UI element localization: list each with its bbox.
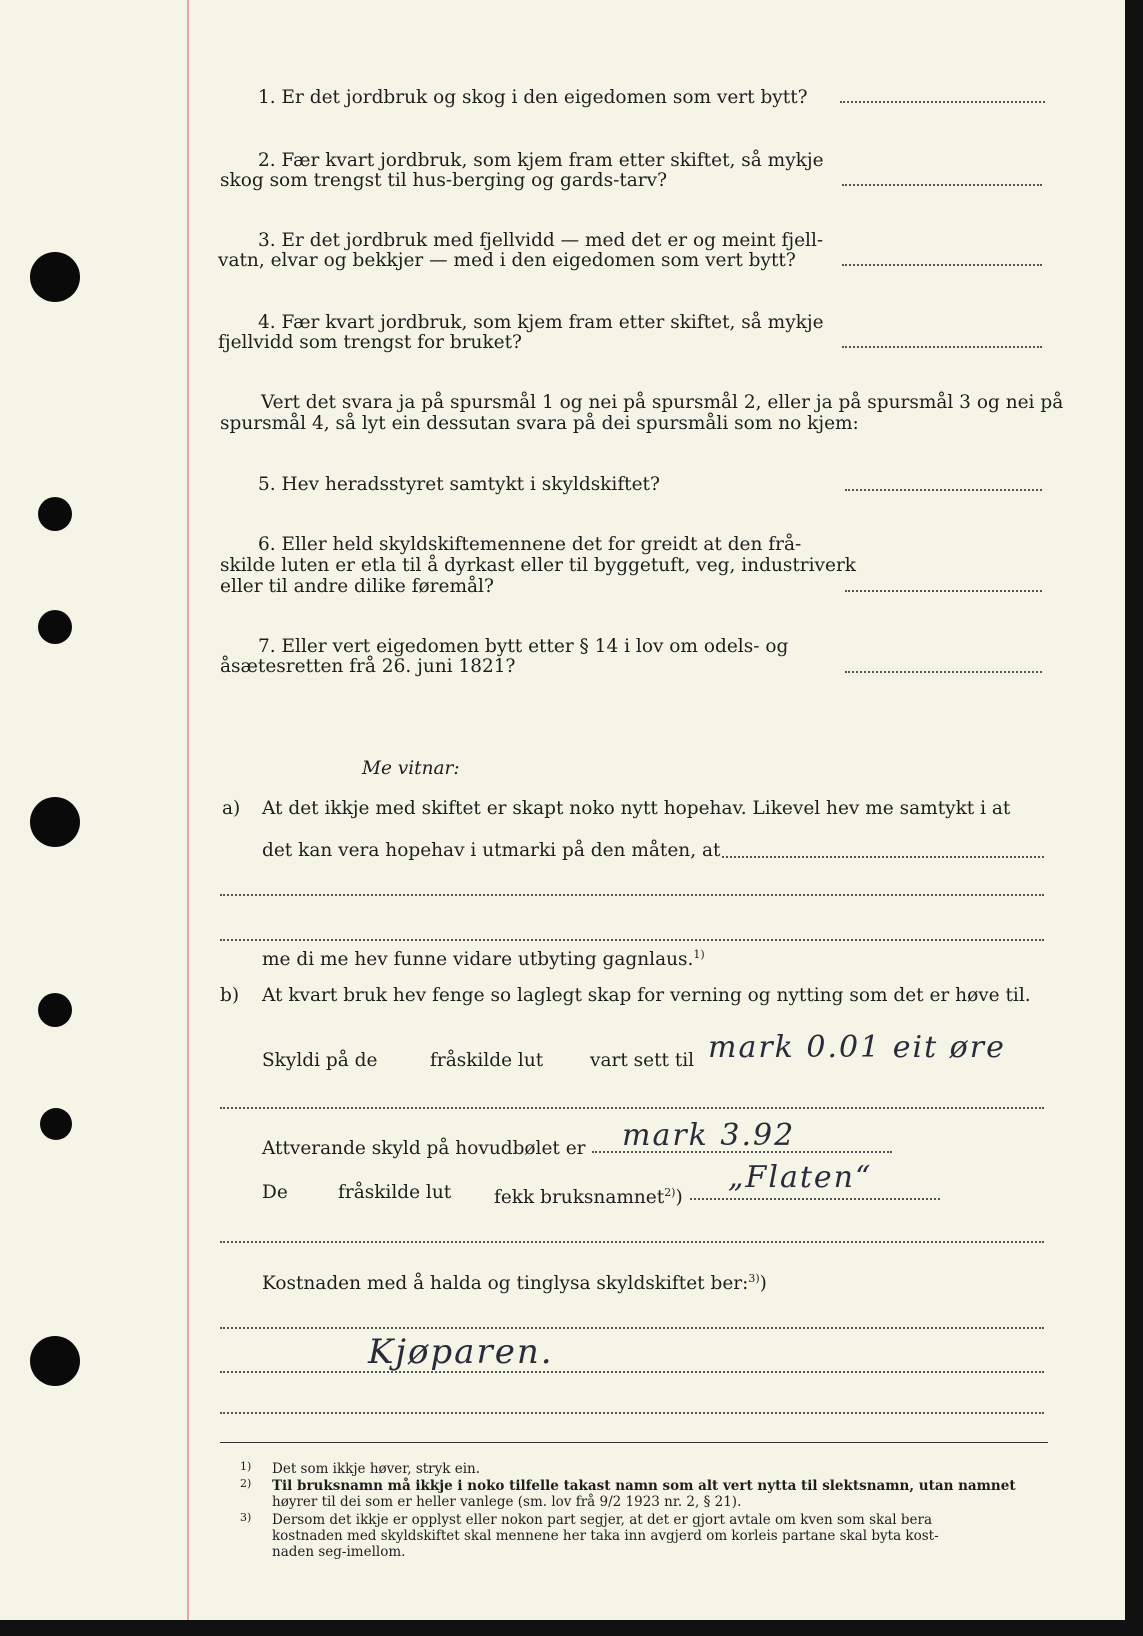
footnote-2-line-2: høyrer til dei som er heller vanlege (sm. lov frå 9/2 1923 nr. 2, § 21). (272, 1494, 742, 1510)
question-2-line-1: 2. Fær kvart jordbruk, som kjem fram etter skiftet, så mykje (258, 150, 824, 171)
question-3-line-1: 3. Er det jordbruk med fjellvidd — med det er og meint fjell- (258, 230, 824, 251)
bruksnamn-fill-line-2[interactable] (220, 1241, 1044, 1243)
answer-line-5[interactable] (845, 489, 1042, 491)
answer-line-3[interactable] (842, 264, 1042, 266)
kostnad-fill-line-3[interactable] (220, 1412, 1044, 1414)
bruksnamn-value-handwritten: „Flaten“ (728, 1160, 873, 1195)
scan-edge-bottom (0, 1620, 1143, 1636)
binder-hole (30, 252, 80, 302)
witness-a-line-3 (262, 944, 705, 971)
skyld-value-handwritten: mark 0.01 eit øre (708, 1030, 1006, 1065)
witness-a-fill-line-2[interactable] (220, 894, 1044, 896)
answer-line-2[interactable] (842, 184, 1042, 186)
witness-a-fill-line-1[interactable] (722, 856, 1044, 858)
footnote-3-line-3: naden seg-imellom. (272, 1544, 406, 1560)
margin-line (187, 0, 189, 1620)
question-6-line-1: 6. Eller held skyldskiftemennene det for greidt at den frå- (258, 534, 802, 555)
skyld-fill-line[interactable] (220, 1107, 1044, 1109)
question-6-line-2: skilde luten er etla til å dyrkast eller til byggetuft, veg, industriverk (220, 555, 857, 576)
footnote-2-line-1: Til bruksnamn må ikkje i noko tilfelle takast namn som alt vert nytta til slektsnamn, utan namnet (272, 1478, 1016, 1494)
skyld-label-1: Skyldi på de (262, 1050, 378, 1071)
skyld-label-2: fråskilde lut (430, 1050, 544, 1071)
bruksnamn-label-3-text: fekk bruksnamnet (494, 1187, 665, 1209)
question-6-line-3: eller til andre dilike føremål? (220, 576, 494, 597)
question-4-line-1: 4. Fær kvart jordbruk, som kjem fram etter skiftet, så mykje (258, 312, 824, 333)
kostnad-fill-line-2[interactable] (220, 1371, 1044, 1373)
witness-heading: Me vitnar: (362, 758, 460, 779)
attverande-value-handwritten: mark 3.92 (622, 1118, 796, 1153)
binder-hole (38, 497, 72, 531)
footnote-separator (220, 1442, 1048, 1443)
binder-hole (38, 993, 72, 1027)
witness-b-line-1: At kvart bruk hev fenge so laglegt skap for verning og nytting som det er høve til. (262, 985, 1031, 1006)
footnote-ref-2: 2) (664, 1186, 676, 1199)
footnote-ref-3: 3) (748, 1272, 760, 1285)
kostnad-label (262, 1268, 767, 1295)
bruksnamn-close-paren: ) (675, 1187, 683, 1209)
witness-a-line-3-text: me di me hev funne vidare utbyting gagnlaus. (262, 949, 694, 971)
binder-hole (30, 1336, 80, 1386)
question-1: 1. Er det jordbruk og skog i den eigedomen som vert bytt? (258, 87, 808, 108)
footnote-1-text: Det som ikkje høver, stryk ein. (272, 1461, 481, 1477)
answer-line-1[interactable] (840, 101, 1045, 103)
question-7-line-1: 7. Eller vert eigedomen bytt etter § 14 i lov om odels- og (258, 636, 789, 657)
footnote-ref-1: 1) (693, 948, 705, 961)
bruksnamn-fill-line[interactable] (690, 1198, 940, 1200)
question-3-line-2: vatn, elvar og bekkjer — med i den eigedomen som vert bytt? (218, 250, 796, 271)
kostnad-fill-line-1[interactable] (220, 1327, 1044, 1329)
binder-hole (40, 1108, 72, 1140)
kostnad-label-text: Kostnaden med å halda og tinglysa skyldskiftet ber: (262, 1273, 749, 1295)
bruksnamn-label-3 (494, 1182, 683, 1209)
witness-b-label: b) (220, 985, 240, 1006)
witness-a-fill-line-3[interactable] (220, 939, 1044, 941)
kostnad-value-handwritten: Kjøparen. (368, 1332, 554, 1372)
scan-edge-right (1125, 0, 1143, 1636)
question-2-line-2: skog som trengst til hus-berging og gards-tarv? (220, 170, 668, 191)
witness-a-line-1: At det ikkje med skiftet er skapt noko nytt hopehav. Likevel hev me samtykt i at (262, 798, 1011, 819)
binder-hole (30, 797, 80, 847)
instruction-line-1: Vert det svara ja på spursmål 1 og nei på spursmål 2, eller ja på spursmål 3 og nei på (261, 392, 1064, 413)
binder-hole (38, 610, 72, 644)
question-5: 5. Hev heradsstyret samtykt i skyldskiftet? (258, 474, 660, 495)
footnote-2-mark: 2) (240, 1477, 252, 1490)
skyld-label-3: vart sett til (590, 1050, 695, 1071)
footnote-1-mark: 1) (240, 1460, 252, 1473)
witness-a-line-2: det kan vera hopehav i utmarki på den måten, at (262, 840, 721, 861)
question-7-line-2: åsætesretten frå 26. juni 1821? (220, 656, 516, 677)
question-4-line-2: fjellvidd som trengst for bruket? (218, 332, 522, 353)
footnote-3-line-2: kostnaden med skyldskiftet skal mennene her taka inn avgjerd om korleis partane skal byta kost- (272, 1528, 939, 1544)
answer-line-4[interactable] (842, 346, 1042, 348)
bruksnamn-label-2: fråskilde lut (338, 1182, 452, 1203)
kostnad-close-paren: ) (759, 1273, 767, 1295)
footnote-3-line-1: Dersom det ikkje er opplyst eller nokon part segjer, at det er gjort avtale om kven som skal bera (272, 1512, 933, 1528)
footnote-3-mark: 3) (240, 1511, 252, 1524)
answer-line-6[interactable] (845, 590, 1042, 592)
witness-a-label: a) (222, 798, 241, 819)
instruction-line-2: spursmål 4, så lyt ein dessutan svara på dei spursmåli som no kjem: (220, 413, 859, 434)
attverande-label: Attverande skyld på hovudbølet er (262, 1138, 586, 1159)
bruksnamn-label-1: De (262, 1182, 288, 1203)
answer-line-7[interactable] (845, 671, 1042, 673)
